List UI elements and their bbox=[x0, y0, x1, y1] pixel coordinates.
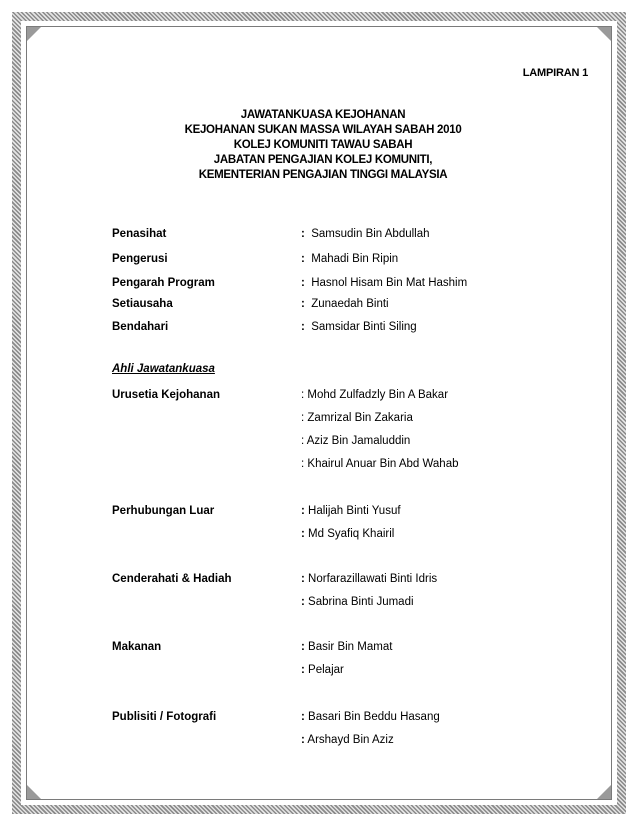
committee-member: : Sabrina Binti Jumadi bbox=[301, 596, 414, 608]
committee-label: Urusetia Kejohanan bbox=[112, 389, 220, 401]
committee-label: Makanan bbox=[112, 641, 162, 653]
corner-ornament-top-left bbox=[27, 27, 41, 41]
heading-line: JAWATANKUASA KEJOHANAN bbox=[240, 109, 406, 121]
role-label: Pengarah Program bbox=[112, 277, 215, 289]
role-name: : Mahadi Bin Ripin bbox=[301, 253, 399, 265]
committee-member: : Pelajar bbox=[301, 664, 344, 676]
committee-row bbox=[112, 412, 552, 428]
heading-line: KEMENTERIAN PENGAJIAN TINGGI MALAYSIA bbox=[198, 169, 448, 181]
committee-label: Cenderahati & Hadiah bbox=[112, 573, 232, 585]
role-name: : Samsudin Bin Abdullah bbox=[301, 228, 430, 240]
committee-member: : Aziz Bin Jamaluddin bbox=[301, 435, 411, 447]
committee-row bbox=[112, 641, 552, 657]
officer-row bbox=[112, 321, 552, 337]
committee-member: : Khairul Anuar Bin Abd Wahab bbox=[301, 458, 459, 470]
committee-member: : Halijah Binti Yusuf bbox=[301, 505, 401, 517]
committee-row bbox=[112, 528, 552, 544]
role-name: : Samsidar Binti Siling bbox=[301, 321, 417, 333]
role-name: : Zunaedah Binti bbox=[301, 298, 389, 310]
committee-member: : Md Syafiq Khairil bbox=[301, 528, 395, 540]
document-heading bbox=[0, 108, 638, 183]
committee-member: : Basir Bin Mamat bbox=[301, 641, 393, 653]
committee-row bbox=[112, 573, 552, 589]
committee-member: : Zamrizal Bin Zakaria bbox=[301, 412, 413, 424]
committee-member: : Basari Bin Beddu Hasang bbox=[301, 711, 440, 723]
committee-row bbox=[112, 505, 552, 521]
committee-member: : Norfarazillawati Binti Idris bbox=[301, 573, 438, 585]
committee-member: : Mohd Zulfadzly Bin A Bakar bbox=[301, 389, 449, 401]
committee-row bbox=[112, 734, 552, 750]
heading-line: KEJOHANAN SUKAN MASSA WILAYAH SABAH 2010 bbox=[184, 124, 462, 136]
role-label: Setiausaha bbox=[112, 298, 173, 310]
committee-row bbox=[112, 596, 552, 612]
heading-line: JABATAN PENGAJIAN KOLEJ KOMUNITI, bbox=[213, 154, 433, 166]
role-label: Penasihat bbox=[112, 228, 167, 240]
corner-ornament-top-right bbox=[597, 27, 611, 41]
committee-label: Publisiti / Fotografi bbox=[112, 711, 217, 723]
committee-label: Perhubungan Luar bbox=[112, 505, 215, 517]
committee-member: : Arshayd Bin Aziz bbox=[301, 734, 394, 746]
officer-row bbox=[112, 253, 552, 269]
section-title: Ahli Jawatankuasa bbox=[112, 363, 215, 375]
officer-row bbox=[112, 228, 552, 244]
role-name: : Hasnol Hisam Bin Mat Hashim bbox=[301, 277, 468, 289]
committee-row bbox=[112, 458, 552, 474]
role-label: Pengerusi bbox=[112, 253, 168, 265]
officer-row bbox=[112, 277, 552, 293]
corner-ornament-bottom-right bbox=[597, 785, 611, 799]
role-label: Bendahari bbox=[112, 321, 169, 333]
committee-row bbox=[112, 389, 552, 405]
committee-row bbox=[112, 435, 552, 451]
corner-ornament-bottom-left bbox=[27, 785, 41, 799]
appendix-label: LAMPIRAN 1 bbox=[522, 67, 588, 79]
officer-row bbox=[112, 298, 552, 314]
committee-row bbox=[112, 711, 552, 727]
committee-row bbox=[112, 664, 552, 680]
heading-line: KOLEJ KOMUNITI TAWAU SABAH bbox=[233, 139, 413, 151]
